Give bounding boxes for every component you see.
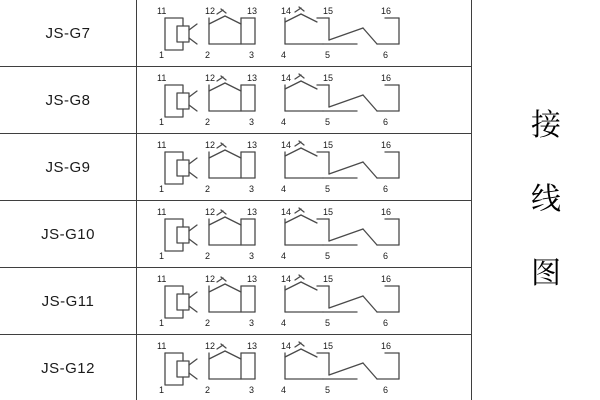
svg-text:2: 2 bbox=[205, 117, 211, 127]
table-row bbox=[0, 67, 472, 134]
svg-text:15: 15 bbox=[323, 274, 334, 284]
svg-text:2: 2 bbox=[205, 385, 211, 395]
terminal-wiring-diagram bbox=[137, 0, 471, 66]
svg-text:12: 12 bbox=[205, 274, 216, 284]
wiring-diagram-cell bbox=[137, 335, 472, 400]
svg-text:3: 3 bbox=[249, 318, 255, 328]
svg-text:3: 3 bbox=[249, 50, 255, 60]
svg-text:6: 6 bbox=[383, 184, 389, 194]
wiring-diagram-cell bbox=[137, 0, 472, 67]
svg-text:2: 2 bbox=[205, 251, 211, 261]
table-row bbox=[0, 201, 472, 268]
model-name-cell: JS-G8 bbox=[0, 67, 137, 134]
svg-text:6: 6 bbox=[383, 318, 389, 328]
svg-text:2: 2 bbox=[205, 184, 211, 194]
svg-text:3: 3 bbox=[249, 251, 255, 261]
svg-text:11: 11 bbox=[157, 140, 167, 150]
svg-text:13: 13 bbox=[247, 274, 258, 284]
svg-text:12: 12 bbox=[205, 341, 216, 351]
wiring-diagram-cell bbox=[137, 67, 472, 134]
wiring-diagram-cell bbox=[137, 134, 472, 201]
svg-text:5: 5 bbox=[325, 251, 331, 261]
svg-text:5: 5 bbox=[325, 117, 331, 127]
svg-text:14: 14 bbox=[281, 73, 292, 83]
svg-text:1: 1 bbox=[159, 50, 165, 60]
svg-text:11: 11 bbox=[157, 341, 167, 351]
svg-text:1: 1 bbox=[159, 251, 165, 261]
svg-text:1: 1 bbox=[159, 117, 165, 127]
svg-text:1: 1 bbox=[159, 318, 165, 328]
svg-text:15: 15 bbox=[323, 207, 334, 217]
svg-text:11: 11 bbox=[157, 6, 167, 16]
svg-text:16: 16 bbox=[381, 140, 392, 150]
svg-text:1: 1 bbox=[159, 385, 165, 395]
svg-text:13: 13 bbox=[247, 341, 258, 351]
svg-text:12: 12 bbox=[205, 140, 216, 150]
svg-text:13: 13 bbox=[247, 207, 258, 217]
vertical-caption bbox=[492, 0, 600, 400]
table-row bbox=[0, 335, 472, 400]
caption-char-3: 图 bbox=[531, 256, 561, 291]
model-name-cell: JS-G9 bbox=[0, 134, 137, 201]
svg-text:2: 2 bbox=[205, 318, 211, 328]
svg-text:6: 6 bbox=[383, 251, 389, 261]
svg-text:4: 4 bbox=[281, 50, 287, 60]
svg-text:4: 4 bbox=[281, 318, 287, 328]
table-row bbox=[0, 268, 472, 335]
svg-text:1: 1 bbox=[159, 184, 165, 194]
wiring-diagram-cell bbox=[137, 201, 472, 268]
svg-text:15: 15 bbox=[323, 73, 334, 83]
svg-text:3: 3 bbox=[249, 184, 255, 194]
svg-text:6: 6 bbox=[383, 385, 389, 395]
svg-text:14: 14 bbox=[281, 274, 292, 284]
svg-text:14: 14 bbox=[281, 341, 292, 351]
svg-text:16: 16 bbox=[381, 207, 392, 217]
table-row bbox=[0, 0, 472, 67]
svg-text:15: 15 bbox=[323, 140, 334, 150]
svg-text:11: 11 bbox=[157, 274, 167, 284]
svg-text:6: 6 bbox=[383, 50, 389, 60]
svg-text:4: 4 bbox=[281, 184, 287, 194]
svg-text:12: 12 bbox=[205, 207, 216, 217]
svg-text:5: 5 bbox=[325, 184, 331, 194]
terminal-wiring-diagram bbox=[137, 268, 471, 334]
svg-text:6: 6 bbox=[383, 117, 389, 127]
svg-text:14: 14 bbox=[281, 207, 292, 217]
terminal-wiring-diagram bbox=[137, 134, 471, 200]
terminal-wiring-diagram bbox=[137, 67, 471, 133]
model-name-cell: JS-G11 bbox=[0, 268, 137, 335]
svg-text:4: 4 bbox=[281, 117, 287, 127]
svg-text:13: 13 bbox=[247, 6, 258, 16]
terminal-wiring-diagram bbox=[137, 335, 471, 400]
svg-text:11: 11 bbox=[157, 73, 167, 83]
wiring-diagram-cell bbox=[137, 268, 472, 335]
svg-text:12: 12 bbox=[205, 73, 216, 83]
svg-text:15: 15 bbox=[323, 6, 334, 16]
svg-text:5: 5 bbox=[325, 385, 331, 395]
terminal-wiring-diagram bbox=[137, 201, 471, 267]
svg-text:3: 3 bbox=[249, 117, 255, 127]
svg-text:16: 16 bbox=[381, 73, 392, 83]
svg-text:12: 12 bbox=[205, 6, 216, 16]
svg-text:3: 3 bbox=[249, 385, 255, 395]
caption-char-2: 线 bbox=[531, 182, 561, 217]
svg-text:11: 11 bbox=[157, 207, 167, 217]
svg-text:5: 5 bbox=[325, 318, 331, 328]
svg-text:16: 16 bbox=[381, 274, 392, 284]
svg-text:15: 15 bbox=[323, 341, 334, 351]
svg-text:13: 13 bbox=[247, 73, 258, 83]
model-name-cell: JS-G10 bbox=[0, 201, 137, 268]
svg-text:5: 5 bbox=[325, 50, 331, 60]
svg-text:4: 4 bbox=[281, 385, 287, 395]
svg-text:14: 14 bbox=[281, 140, 292, 150]
svg-text:16: 16 bbox=[381, 341, 392, 351]
caption-char-1: 接 bbox=[531, 108, 561, 143]
svg-text:16: 16 bbox=[381, 6, 392, 16]
model-name-cell: JS-G7 bbox=[0, 0, 137, 67]
svg-text:4: 4 bbox=[281, 251, 287, 261]
model-name-cell: JS-G12 bbox=[0, 335, 137, 400]
svg-text:2: 2 bbox=[205, 50, 211, 60]
svg-text:13: 13 bbox=[247, 140, 258, 150]
svg-text:14: 14 bbox=[281, 6, 292, 16]
table-row bbox=[0, 134, 472, 201]
